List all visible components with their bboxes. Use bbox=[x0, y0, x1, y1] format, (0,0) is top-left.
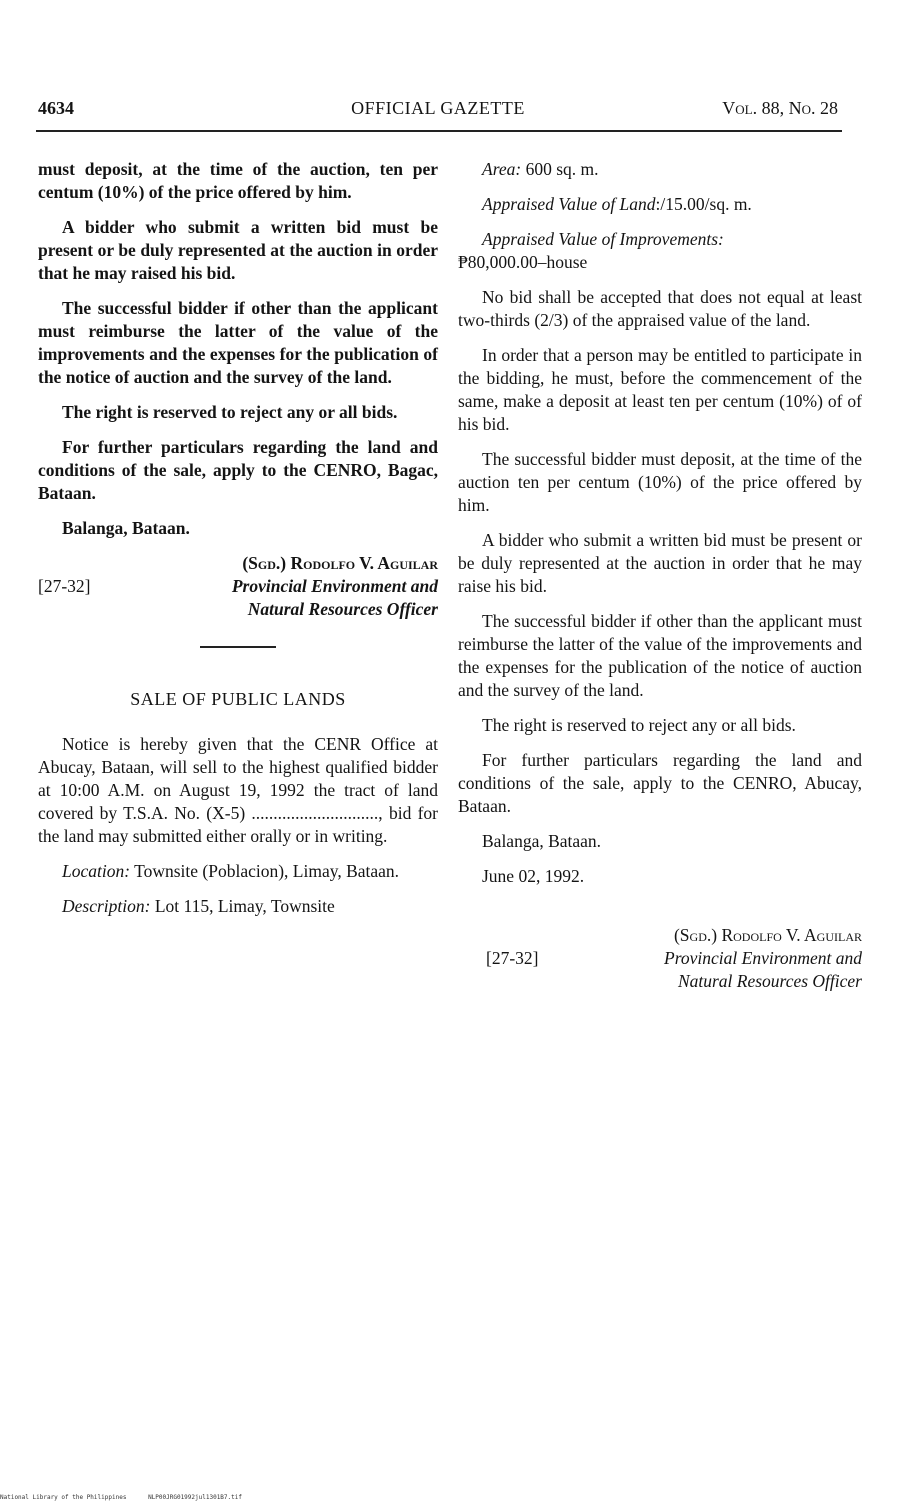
description-value: Lot 115, Limay, Townsite bbox=[154, 896, 335, 916]
paragraph: For further particulars regarding the land and conditions of the sale, apply to the CENRO, Abucay, Bataan. bbox=[458, 750, 862, 816]
paragraph: The successful bidder if other than the applicant must reimburse the latter of the value of the improvements and the expenses for the publication of the notice of auction and the survey of the land. bbox=[38, 298, 438, 387]
signatory-name: (Sgd.) Rodolfo V. Aguilar bbox=[242, 553, 438, 573]
left-column bbox=[38, 158, 438, 930]
place-line: Balanga, Bataan. bbox=[482, 831, 602, 851]
paragraph: must deposit, at the time of the auction, ten per centum (10%) of the price offered by him. bbox=[38, 159, 438, 202]
signatory bbox=[664, 924, 862, 993]
paragraph: In order that a person may be entitled to participate in the bidding, he must, before the commencement of the same, make a deposit at least ten per centum (10%) of of his bid. bbox=[458, 345, 862, 434]
header-rule bbox=[36, 130, 842, 132]
area-line bbox=[458, 158, 862, 181]
appraised-improvements-line bbox=[458, 228, 862, 274]
file-name: NLP00JRG01992jul1301B7.tif bbox=[148, 1494, 242, 1501]
paragraph: A bidder who submit a written bid must be present or be duly represented at the auction in order that he may raised his bid. bbox=[38, 217, 438, 283]
scan-footer bbox=[0, 1494, 260, 1501]
page-header bbox=[38, 98, 838, 122]
date-line: June 02, 1992. bbox=[482, 866, 585, 886]
reference-number: [27-32] bbox=[38, 576, 91, 596]
location-line bbox=[38, 860, 438, 883]
description-label: Description: bbox=[62, 896, 151, 916]
appraised-improvements-label: Appraised Value of Improvements: bbox=[482, 229, 724, 249]
paragraph: The successful bidder must deposit, at the time of the auction ten per centum (10%) of the price offered by him. bbox=[458, 449, 862, 515]
section-title: SALE OF PUBLIC LANDS bbox=[130, 689, 346, 709]
appraised-land-label: Appraised Value of Land bbox=[482, 194, 656, 214]
area-value: 600 sq. m. bbox=[525, 159, 599, 179]
location-label: Location: bbox=[62, 861, 131, 881]
paragraph: The right is reserved to reject any or all bids. bbox=[482, 715, 796, 735]
signatory-title-line-2: Natural Resources Officer bbox=[677, 971, 862, 991]
area-label: Area: bbox=[482, 159, 522, 179]
signature-block bbox=[38, 552, 438, 624]
signatory-title-line-1: Provincial Environment and bbox=[231, 576, 438, 596]
place-line: Balanga, Bataan. bbox=[62, 518, 190, 538]
appraised-improvements-value: ₱80,000.00–house bbox=[458, 252, 588, 272]
paragraph: No bid shall be accepted that does not equal at least two-thirds (2/3) of the appraised value of the land. bbox=[458, 287, 862, 330]
signatory-name: (Sgd.) Rodolfo V. Aguilar bbox=[673, 925, 862, 945]
location-value: Townsite (Poblacion), Limay, Bataan. bbox=[134, 861, 400, 881]
left-bold-notice bbox=[38, 158, 438, 540]
appraised-land-line bbox=[458, 193, 862, 216]
paragraph: The right is reserved to reject any or all bids. bbox=[62, 402, 398, 422]
page-number: 4634 bbox=[38, 98, 74, 118]
signatory-title-line-2: Natural Resources Officer bbox=[247, 599, 438, 619]
paragraph: A bidder who submit a written bid must be present or be duly represented at the auction in order that he may raise his bid. bbox=[458, 530, 862, 596]
right-column bbox=[458, 158, 862, 996]
reference-number: [27-32] bbox=[486, 948, 539, 968]
appraised-land-value: :/15.00/sq. m. bbox=[655, 194, 752, 214]
library-name: National Library of the Philippines bbox=[0, 1494, 127, 1501]
signatory bbox=[232, 552, 438, 621]
signature-block bbox=[458, 924, 862, 996]
section-divider bbox=[200, 646, 276, 648]
description-line bbox=[38, 895, 438, 918]
signatory-title-line-1: Provincial Environment and bbox=[664, 948, 862, 968]
paragraph: The successful bidder if other than the applicant must reimburse the latter of the value of the improvements and the expenses for the publication of the notice of auction and the survey of the land. bbox=[458, 611, 862, 700]
publication-title: OFFICIAL GAZETTE bbox=[351, 98, 525, 118]
volume-label: Vol. 88, No. 28 bbox=[722, 98, 838, 118]
notice-paragraph: Notice is hereby given that the CENR Office at Abucay, Bataan, will sell to the highest qualified bidder at 10:00 A.M. on August 19, 1992 the tract of land covered by T.S.A. No. (X-5) ............................., bid for the land may submitted either orally or in writing. bbox=[38, 734, 438, 846]
paragraph: For further particulars regarding the land and conditions of the sale, apply to the CENRO, Bagac, Bataan. bbox=[38, 437, 438, 503]
